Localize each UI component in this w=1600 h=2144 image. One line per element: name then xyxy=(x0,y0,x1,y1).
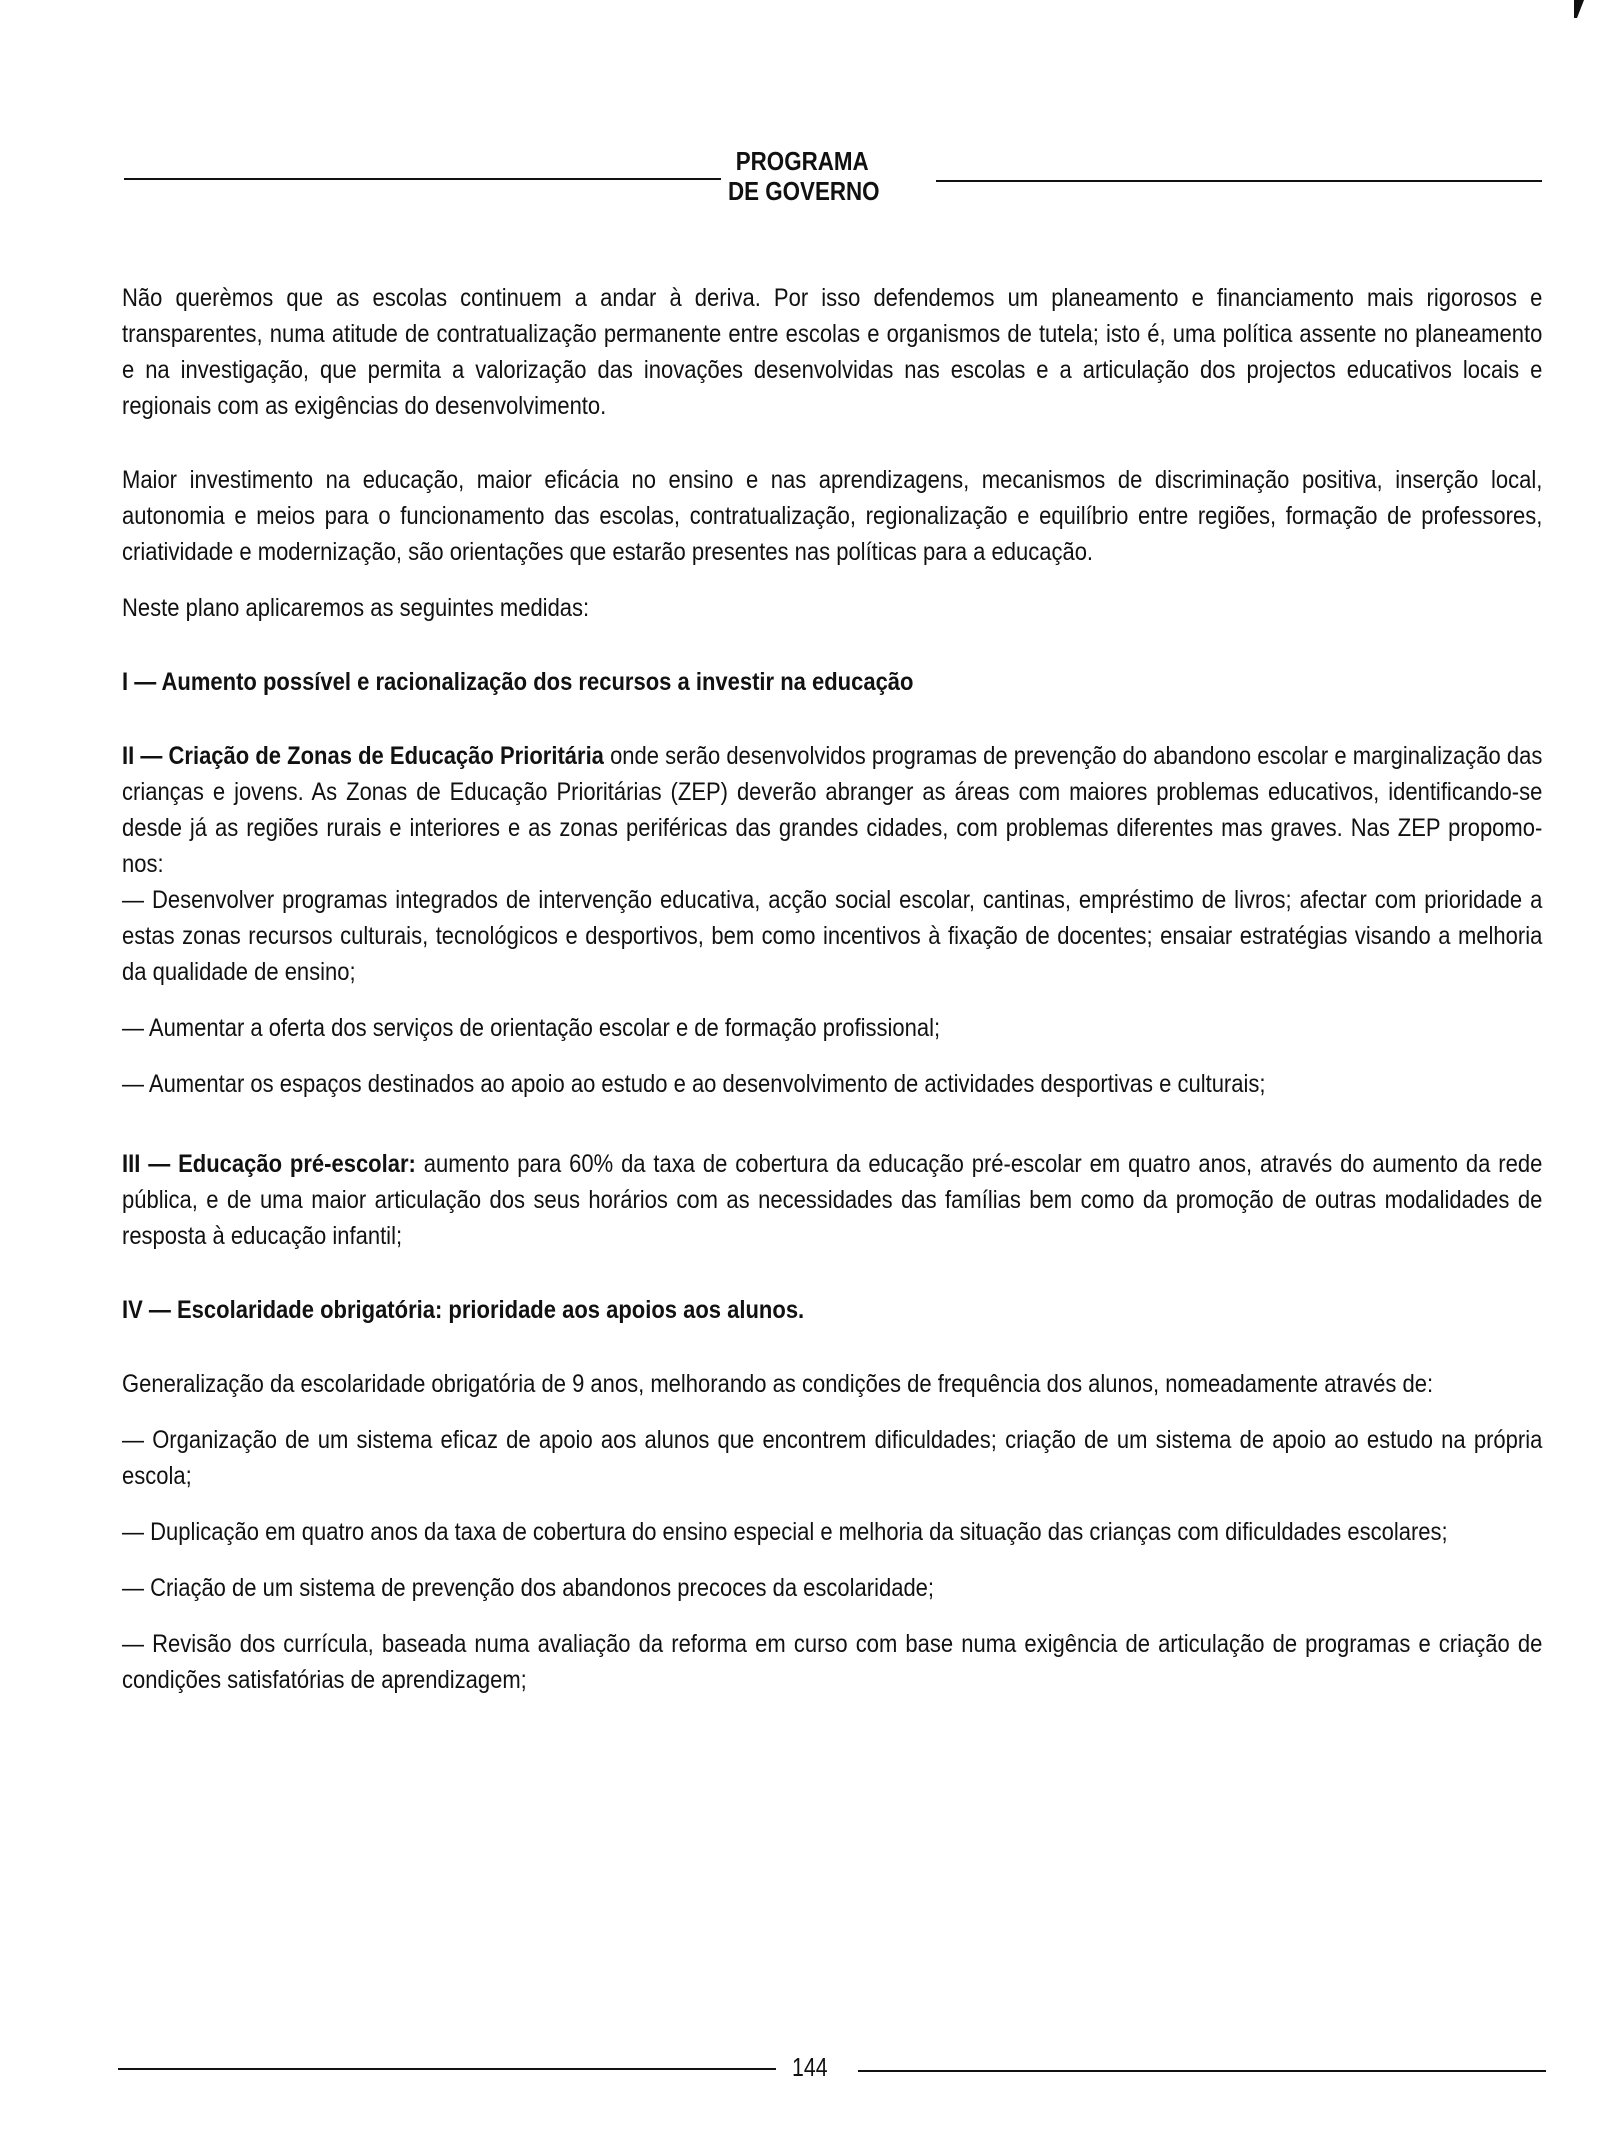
measure-4-item: — Organização de um sistema eficaz de apoio aos alunos que encontrem dificuldades; criação de um sistema de apoio ao estudo na própria escola; xyxy=(122,1426,1543,1490)
measure-4-item: — Duplicação em quatro anos da taxa de cobertura do ensino especial e melhoria da situação das crianças com dificuldades escolares; xyxy=(122,1518,1448,1546)
measure-2-text: onde serão desenvolvidos programas de prevenção do abandono escolar e marginalização das crianças e jovens. As Zonas de Educação Prioritárias (ZEP) deverão abranger as áreas com maiores problemas educativos, identificando-se desde já as regiões rurais e interiores e as zonas periféricas das grandes cidades, com problemas diferentes mas graves. Nas ZEP propomo-nos: xyxy=(122,742,1543,878)
measure-4-item: — Revisão dos currícula, baseada numa avaliação da reforma em curso com base numa exigência de articulação de programas e criação de condições satisfatórias de aprendizagem; xyxy=(122,1630,1543,1694)
measure-2-item: — Desenvolver programas integrados de intervenção educativa, acção social escolar, cantinas, empréstimo de livros; afectar com prioridade a estas zonas recursos culturais, tecnológicos e desportivos, bem como incentivos à fixação de docentes; ensaiar estratégias visando a melhoria da qualidade de ensino; xyxy=(122,886,1543,986)
footer-rule-right xyxy=(858,2070,1546,2072)
header-rule-left xyxy=(124,178,721,180)
paragraph-intro: Não querèmos que as escolas continuem a andar à deriva. Por isso defendemos um planeamento e financiamento mais rigorosos e transparentes, numa atitude de contratualização permanente entre escolas e organismos de tutela; isto é, uma política assente no planeamento e na investigação, que permita a valorização das inovações desenvolvidas nas escolas e a articulação dos projectos educativos locais e regionais com as exigências do desenvolvimento. xyxy=(122,284,1543,420)
measure-2-item: — Aumentar a oferta dos serviços de orientação escolar e de formação profissional; xyxy=(122,1014,941,1042)
page-footer xyxy=(118,2050,1546,2090)
header-rule-right xyxy=(936,180,1542,182)
measure-2-item: — Aumentar os espaços destinados ao apoio ao estudo e ao desenvolvimento de actividades desportivas e culturais; xyxy=(122,1070,1266,1098)
scan-corner-mark xyxy=(1574,0,1584,18)
measure-3-heading: III — Educação pré-escolar: xyxy=(122,1150,416,1178)
measure-3-text: aumento para 60% da taxa de cobertura da educação pré-escolar em quatro anos, através do aumento da rede pública, e de uma maior articulação dos seus horários com as necessidades das famílias bem como da promoção de outras modalidades de resposta à educação infantil; xyxy=(122,1150,1543,1250)
measure-2 xyxy=(122,738,1542,882)
page-title-line-2: DE GOVERNO xyxy=(728,176,880,206)
page-header xyxy=(124,146,1542,210)
measure-1-heading: I — Aumento possível e racionalização dos recursos a investir na educação xyxy=(122,668,914,696)
page-number: 144 xyxy=(792,2052,828,2082)
page-title xyxy=(728,146,900,206)
measure-4-intro: Generalização da escolaridade obrigatória de 9 anos, melhorando as condições de frequência dos alunos, nomeadamente através de: xyxy=(122,1370,1434,1398)
footer-rule-left xyxy=(118,2068,776,2070)
paragraph-orientations: Maior investimento na educação, maior eficácia no ensino e nas aprendizagens, mecanismos de discriminação positiva, inserção local, autonomia e meios para o funcionamento das escolas, contratualização, regionalização e equilíbrio entre regiões, formação de professores, criatividade e modernização, são orientações que estarão presentes nas políticas para a educação. xyxy=(122,466,1543,566)
body-text xyxy=(122,280,1542,1698)
paragraph-measures-intro: Neste plano aplicaremos as seguintes medidas: xyxy=(122,594,590,622)
measure-3 xyxy=(122,1146,1542,1254)
measure-4-item: — Criação de um sistema de prevenção dos abandonos precoces da escolaridade; xyxy=(122,1574,935,1602)
page-title-line-1: PROGRAMA xyxy=(735,146,869,176)
measure-4-heading: IV — Escolaridade obrigatória: prioridade aos apoios aos alunos. xyxy=(122,1296,805,1324)
measure-2-heading: II — Criação de Zonas de Educação Prioritária xyxy=(122,742,604,770)
